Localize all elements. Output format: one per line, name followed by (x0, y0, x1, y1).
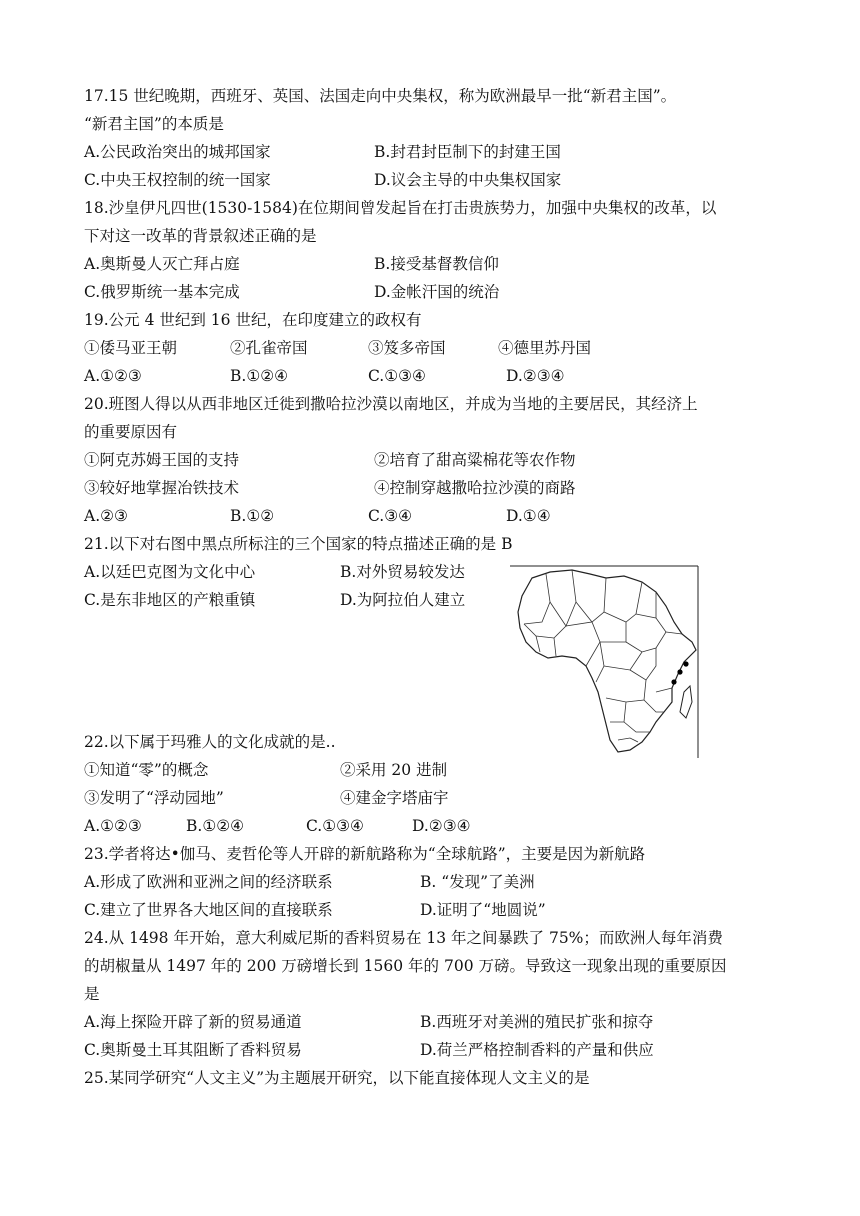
q23-option-a: A.形成了欧洲和亚洲之间的经济联系 (84, 873, 333, 891)
q19-item-4: ④德里苏丹国 (498, 339, 592, 357)
q24-stem-line2: 的胡椒量从 1497 年的 200 万磅增长到 1560 年的 700 万磅。导致这一现象出现的重要原因 (84, 957, 727, 975)
q24-stem-line3: 是 (84, 985, 100, 1003)
q18-stem-line2: 下对这一改革的背景叙述正确的是 (84, 227, 317, 245)
q24-option-c: C.奥斯曼土耳其阻断了香料贸易 (84, 1041, 302, 1059)
q20-stem-line2: 的重要原因有 (84, 423, 178, 441)
q22-item-2: ②采用 20 进制 (340, 761, 448, 779)
q19-item-1: ①倭马亚王朝 (84, 339, 178, 357)
q17-option-b: B.封君封臣制下的封建王国 (374, 143, 561, 161)
q21-stem: 21.以下对右图中黑点所标注的三个国家的特点描述正确的是 B (84, 535, 513, 553)
q20-stem-line1: 20.班图人得以从西非地区迁徙到撒哈拉沙漠以南地区，并成为当地的主要居民，其经济上 (84, 395, 698, 413)
africa-map (506, 562, 702, 760)
q20-option-a: A.②③ (84, 507, 128, 525)
q21-option-d: D.为阿拉伯人建立 (340, 591, 466, 609)
q21-option-a: A.以廷巴克图为文化中心 (84, 563, 256, 581)
q18-stem-line1: 18.沙皇伊凡四世(1530-1584)在位期间曾发起旨在打击贵族势力，加强中央集权的改革，以 (84, 199, 717, 217)
q20-option-d: D.①④ (506, 507, 551, 525)
q18-option-a: A.奥斯曼人灭亡拜占庭 (84, 255, 240, 273)
q20-option-b: B.①② (230, 507, 275, 525)
q22-item-3: ③发明了“浮动园地” (84, 789, 224, 807)
q24-stem-line1: 24.从 1498 年开始，意大利威尼斯的香料贸易在 13 年之间暴跌了 75%；而欧洲人每年消费 (84, 929, 723, 947)
q22-option-c: C.①③④ (306, 817, 364, 835)
q18-option-c: C.俄罗斯统一基本完成 (84, 283, 240, 301)
q19-option-c: C.①③④ (368, 367, 426, 385)
q20-item-1: ①阿克苏姆王国的支持 (84, 451, 240, 469)
map-dot-3 (671, 679, 676, 684)
q24-option-a: A.海上探险开辟了新的贸易通道 (84, 1013, 302, 1031)
q20-item-3: ③较好地掌握冶铁技术 (84, 479, 240, 497)
q19-option-d: D.②③④ (506, 367, 565, 385)
q22-option-a: A.①②③ (84, 817, 142, 835)
q22-item-1: ①知道“零”的概念 (84, 761, 209, 779)
q17-option-d: D.议会主导的中央集权国家 (374, 171, 562, 189)
q18-option-b: B.接受基督教信仰 (374, 255, 499, 273)
q20-item-2: ②培育了甜高粱棉花等农作物 (374, 451, 576, 469)
q22-option-d: D.②③④ (412, 817, 471, 835)
q24-option-b: B.西班牙对美洲的殖民扩张和掠夺 (420, 1013, 654, 1031)
q19-item-3: ③笈多帝国 (368, 339, 446, 357)
q19-item-2: ②孔雀帝国 (230, 339, 308, 357)
q25-stem: 25.某同学研究“人文主义”为主题展开研究，以下能直接体现人文主义的是 (84, 1069, 590, 1087)
q19-option-b: B.①②④ (230, 367, 289, 385)
q20-option-c: C.③④ (368, 507, 413, 525)
q23-stem: 23.学者将达•伽马、麦哲伦等人开辟的新航路称为“全球航路”，主要是因为新航路 (84, 845, 646, 863)
q20-item-4: ④控制穿越撒哈拉沙漠的商路 (374, 479, 576, 497)
q23-option-c: C.建立了世界各大地区间的直接联系 (84, 901, 333, 919)
q23-option-d: D.证明了“地圆说” (420, 901, 546, 919)
q17-stem-line2: “新君主国”的本质是 (84, 115, 224, 133)
q22-stem: 22.以下属于玛雅人的文化成就的是.. (84, 733, 336, 751)
map-dot-2 (677, 669, 682, 674)
q21-option-c: C.是东非地区的产粮重镇 (84, 591, 256, 609)
map-dot-1 (683, 661, 688, 666)
q19-stem: 19.公元 4 世纪到 16 世纪，在印度建立的政权有 (84, 311, 422, 329)
q19-option-a: A.①②③ (84, 367, 142, 385)
q24-option-d: D.荷兰严格控制香料的产量和供应 (420, 1041, 654, 1059)
q21-option-b: B.对外贸易较发达 (340, 563, 465, 581)
q22-option-b: B.①②④ (186, 817, 245, 835)
q17-option-c: C.中央王权控制的统一国家 (84, 171, 271, 189)
q17-option-a: A.公民政治突出的城邦国家 (84, 143, 271, 161)
q23-option-b: B. “发现”了美洲 (420, 873, 535, 891)
q22-item-4: ④建金字塔庙宇 (340, 789, 449, 807)
africa-map-drawing (506, 562, 702, 760)
q18-option-d: D.金帐汗国的统治 (374, 283, 500, 301)
q17-stem-line1: 17.15 世纪晚期，西班牙、英国、法国走向中央集权，称为欧洲最早一批“新君主国”。 (84, 87, 677, 105)
